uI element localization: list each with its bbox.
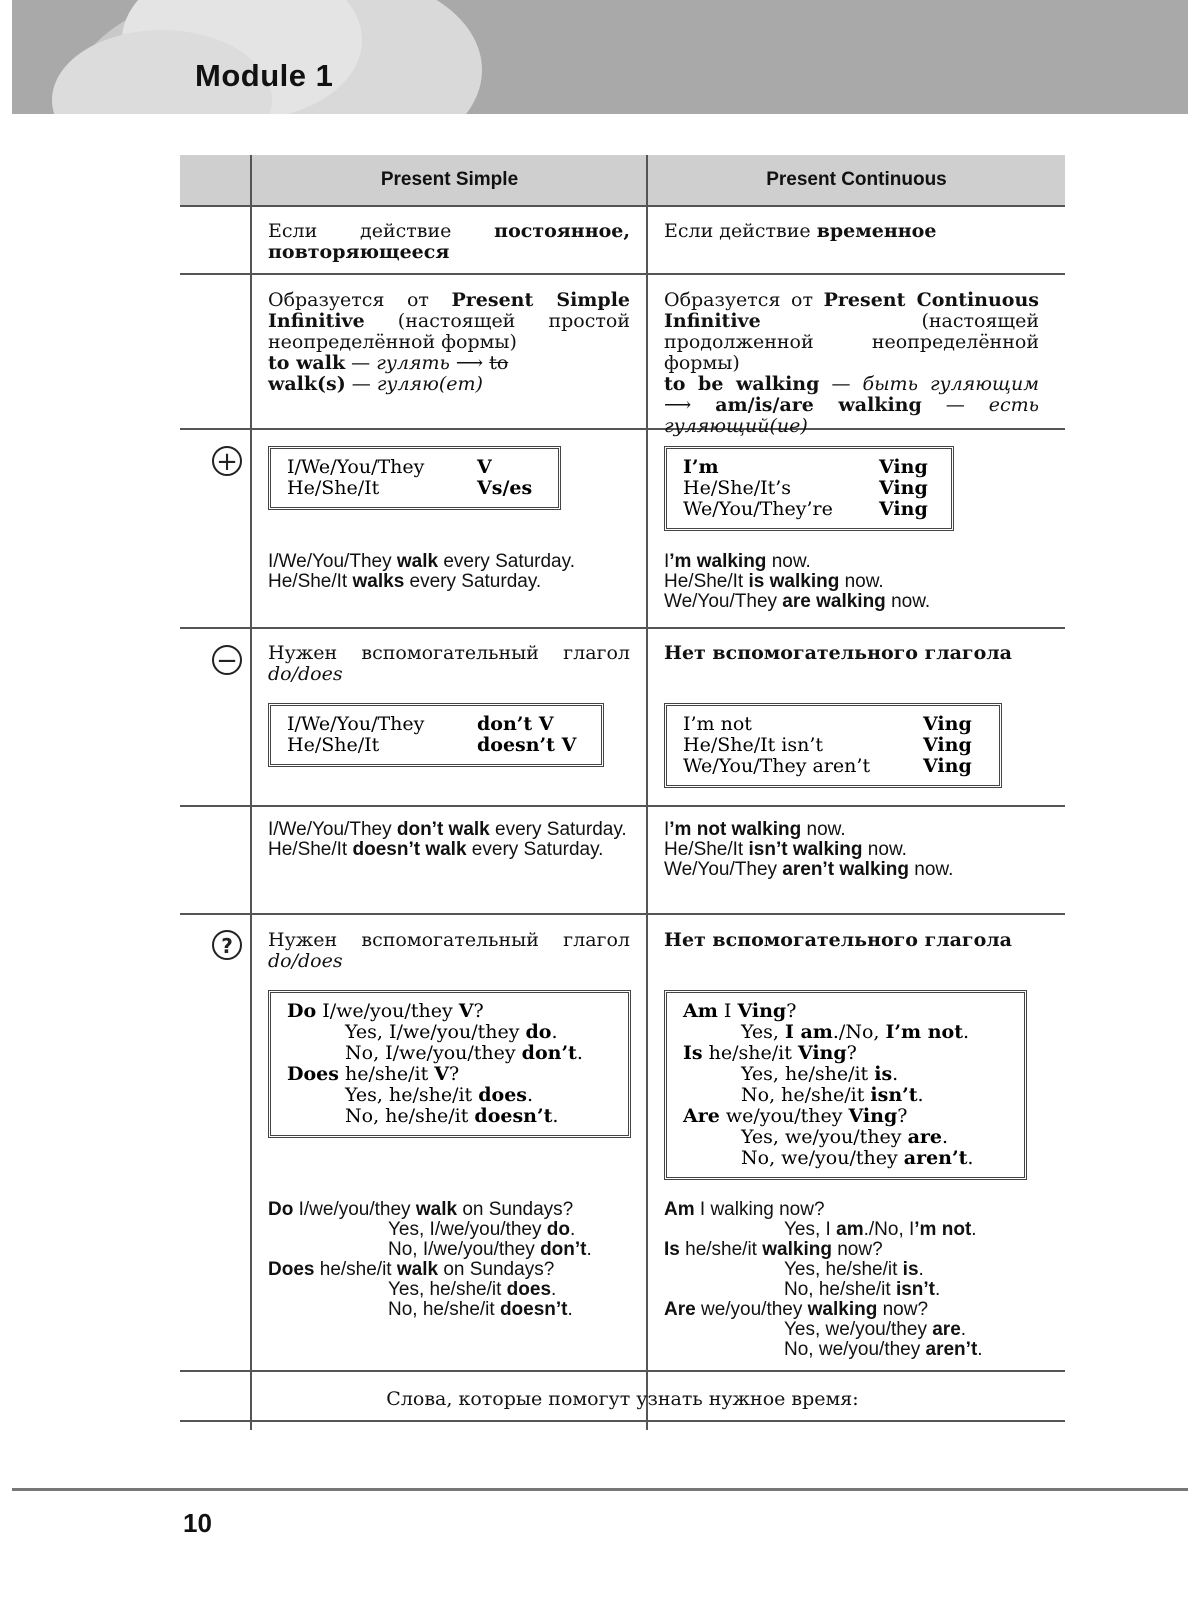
row-divider	[180, 913, 1065, 915]
subject-label: I/We/You/They	[287, 713, 425, 735]
row-divider	[180, 805, 1065, 807]
subject-label: We/You/They aren’t	[683, 755, 871, 777]
decorative-petal-shapes	[12, 0, 1188, 114]
module-title: Module 1	[195, 58, 334, 93]
subject-label: He/She/It’s	[683, 477, 792, 499]
verb-form: don’t V	[477, 713, 554, 735]
subject-label: He/She/It	[287, 734, 380, 756]
negative-examples-present-simple: I/We/You/They don’t walk every Saturday. He/She/It doesn’t walk every Saturday.	[268, 819, 627, 860]
question-examples-present-simple: Do I/we/you/they walk on Sundays? Yes, I/we/you/they do. No, I/we/you/they don’t. Does he/she/it walk on Sundays? Yes, he/she/it does. No, he/she/it doesn’t.	[268, 1199, 592, 1320]
subject-label: He/She/It isn’t	[683, 734, 824, 756]
row-divider	[180, 627, 1065, 629]
question-examples-present-continuous: Am I walking now? Yes, I am./No, I’m not. Is he/she/it walking now? Yes, he/she/it is. No, he/she/it isn’t. Are we/you/they walking now? Yes, we/you/they are. No, we/you/they aren’t.	[664, 1199, 983, 1360]
verb-form: Ving	[879, 477, 928, 499]
formation-present-simple: Образуется от Present Simple Infinitive (настоящей простой неопределённой формы) to walk — гулять ⟶ to walk(s) — гуляю(ет)	[268, 289, 630, 395]
negative-note-present-continuous: Нет вспомогательного глагола	[664, 642, 1012, 664]
verb-form: doesn’t V	[477, 734, 577, 756]
row-divider	[180, 273, 1065, 275]
module-header-band	[12, 0, 1188, 114]
header-present-simple: Present Simple	[380, 169, 519, 190]
verb-form: Ving	[879, 498, 928, 520]
page-footer-rule	[12, 1488, 1188, 1491]
question-formula-box-present-simple: Do I/we/you/they V? Yes, I/we/you/they do. No, I/we/you/they don’t. Does he/she/it V? Yes, he/she/it does. No, he/she/it doesn’t.	[268, 990, 631, 1138]
negative-formula-box-present-simple	[268, 703, 604, 767]
minus-icon: −	[212, 645, 242, 675]
page-number: 10	[183, 1508, 212, 1538]
column-divider-middle	[646, 155, 648, 1430]
positive-examples-present-continuous: I’m walking now. He/She/It is walking now. We/You/They are walking now.	[664, 551, 931, 612]
positive-examples-present-simple: I/We/You/They walk every Saturday. He/She/It walks every Saturday.	[268, 551, 575, 592]
question-note-present-continuous: Нет вспомогательного глагола	[664, 929, 1012, 951]
negative-note-present-simple: Нужен вспомогательный глагол do/does	[268, 642, 630, 685]
question-formula-box-present-continuous: Am I Ving? Yes, I am./No, I’m not. Is he/she/it Ving? Yes, he/she/it is. No, he/she/it isn’t. Are we/you/they Ving? Yes, we/you/they are. No, we/you/they aren’t.	[664, 990, 1027, 1180]
verb-form: Ving	[879, 456, 928, 478]
negative-formula-box-present-continuous	[664, 703, 1002, 788]
positive-formula-box-present-simple	[268, 446, 561, 510]
subject-label: He/She/It	[287, 477, 380, 499]
verb-form: V	[477, 456, 492, 478]
verb-form: Vs/es	[477, 477, 533, 499]
negative-examples-present-continuous: I’m not walking now. He/She/It isn’t walking now. We/You/They aren’t walking now.	[664, 819, 954, 880]
subject-label: We/You/They’re	[683, 498, 833, 520]
verb-form: Ving	[923, 713, 972, 735]
subject-label: I’m not	[683, 713, 752, 735]
verb-form: Ving	[923, 755, 972, 777]
formation-present-continuous: Образуется от Present Continuous Infinitive (настоящей продолженной неопределённой формы) to be walking — быть гуляющим ⟶ am/is/are walking — есть гуляющий(ие)	[664, 289, 1039, 437]
subject-label: I/We/You/They	[287, 456, 425, 478]
usage-present-continuous: Если действие временное	[664, 220, 937, 242]
positive-formula-box-present-continuous	[664, 446, 954, 531]
header-present-continuous: Present Continuous	[766, 169, 947, 190]
question-note-present-simple: Нужен вспомогательный глагол do/does	[268, 929, 630, 972]
plus-icon: +	[212, 446, 242, 476]
table-header-row	[180, 155, 1065, 207]
column-divider-left	[250, 155, 252, 1430]
row-divider	[180, 1370, 1065, 1372]
row-divider	[180, 1420, 1065, 1422]
time-markers-row: Слова, которые помогут узнать нужное время:	[386, 1388, 859, 1410]
usage-present-simple: Если действие постоянное, повторяющееся	[268, 220, 630, 263]
verb-form: Ving	[923, 734, 972, 756]
subject-label: I’m	[683, 456, 719, 478]
question-icon: ?	[212, 930, 242, 960]
